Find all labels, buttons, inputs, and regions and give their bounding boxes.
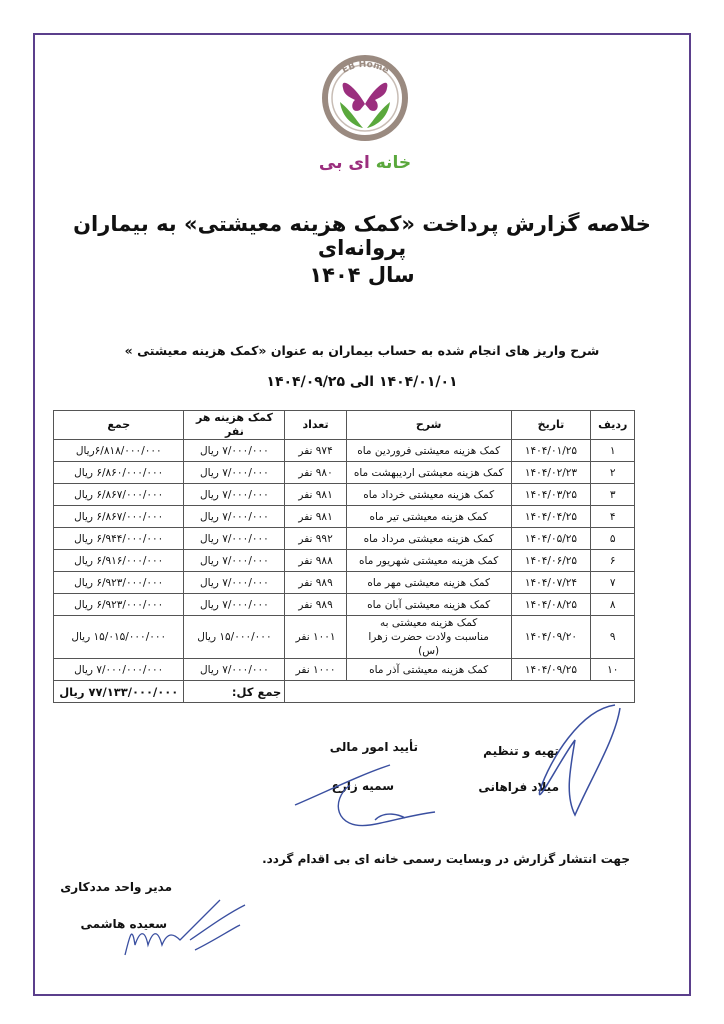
cell-count: ۹۸۸ نفر [285,550,346,572]
cell-count: ۹۸۹ نفر [285,572,346,594]
prepared-by-label: تهیه و تنظیم [483,744,559,758]
subtitle: شرح واریز های انجام شده به حساب بیماران به عنوان «کمک هزینه معیشتی » [124,343,600,358]
cell-description: کمک هزینه معیشتی آذر ماه [346,659,511,681]
table-row [54,462,635,484]
table-row [54,440,635,462]
cell-description: کمک هزینه معیشتی فروردین ماه [346,440,511,462]
cell-description: کمک هزینه معیشتی مهر ماه [346,572,511,594]
svg-text:EB Home: EB Home [340,59,391,77]
cell-sum: ۶/۸۶۰/۰۰۰/۰۰۰ ریال [54,462,184,484]
date-range: ۱۴۰۴/۰۱/۰۱ الی ۱۴۰۴/۰۹/۲۵ [266,374,458,390]
table-row [54,484,635,506]
table-row [54,594,635,616]
cell-count: ۹۹۲ نفر [285,528,346,550]
header-count: تعداد [285,411,346,440]
page-title: خلاصه گزارش پرداخت «کمک هزینه معیشتی» به بیماران پروانه‌ای [73,212,651,260]
cell-count: ۹۸۱ نفر [285,506,346,528]
cell-date: ۱۴۰۴/۰۶/۲۵ [511,550,591,572]
cell-count: ۹۸۰ نفر [285,462,346,484]
cell-description: کمک هزینه معیشتی مرداد ماه [346,528,511,550]
manager-label: مدیر واحد مددکاری [60,880,172,894]
cell-date: ۱۴۰۴/۰۵/۲۵ [511,528,591,550]
cell-row-number: ۹ [591,616,635,659]
cell-sum: ۶/۸۱۸/۰۰۰/۰۰۰ریال [54,440,184,462]
cell-per-person-amount: ۷/۰۰۰/۰۰۰ ریال [184,594,285,616]
cell-row-number: ۷ [591,572,635,594]
cell-row-number: ۳ [591,484,635,506]
cell-row-number: ۲ [591,462,635,484]
cell-description: کمک هزینه معیشتی تیر ماه [346,506,511,528]
cell-date: ۱۴۰۴/۰۸/۲۵ [511,594,591,616]
signature-manager [120,895,250,960]
cell-date: ۱۴۰۴/۰۴/۲۵ [511,506,591,528]
cell-sum: ۶/۸۶۷/۰۰۰/۰۰۰ ریال [54,484,184,506]
total-label: جمع کل: [184,681,285,703]
table-row [54,659,635,681]
cell-row-number: ۴ [591,506,635,528]
table-row [54,572,635,594]
cell-count: ۱۰۰۰ نفر [285,659,346,681]
finance-approval-name: سمیه زارع [331,779,394,793]
cell-date: ۱۴۰۴/۰۹/۲۵ [511,659,591,681]
header-sum: جمع [54,411,184,440]
cell-row-number: ۱ [591,440,635,462]
report-year: سال ۱۴۰۴ [309,263,415,287]
table-row [54,506,635,528]
cell-sum: ۶/۹۲۳/۰۰۰/۰۰۰ ریال [54,572,184,594]
cell-per-person-amount: ۷/۰۰۰/۰۰۰ ریال [184,462,285,484]
cell-per-person-amount: ۷/۰۰۰/۰۰۰ ریال [184,506,285,528]
cell-row-number: ۶ [591,550,635,572]
prepared-by-name: میلاد فراهانی [478,780,559,794]
cell-date: ۱۴۰۴/۰۷/۲۴ [511,572,591,594]
cell-count: ۱۰۰۱ نفر [285,616,346,659]
cell-description: کمک هزینه معیشتی شهریور ماه [346,550,511,572]
cell-description: کمک هزینه معیشتی اردیبهشت ماه [346,462,511,484]
cell-per-person-amount: ۱۵/۰۰۰/۰۰۰ ریال [184,616,285,659]
cell-date: ۱۴۰۴/۰۱/۲۵ [511,440,591,462]
cell-row-number: ۵ [591,528,635,550]
signature-finance [290,760,440,835]
cell-count: ۹۸۹ نفر [285,594,346,616]
cell-date: ۱۴۰۴/۰۹/۲۰ [511,616,591,659]
cell-row-number: ۱۰ [591,659,635,681]
cell-count: ۹۷۴ نفر [285,440,346,462]
eb-home-logo [310,46,420,176]
cell-sum: ۶/۹۲۳/۰۰۰/۰۰۰ ریال [54,594,184,616]
cell-row-number: ۸ [591,594,635,616]
publication-note: جهت انتشار گزارش در وبسایت رسمی خانه ای بی اقدام گردد. [262,852,630,866]
total-value: ۷۷/۱۳۳/۰۰۰/۰۰۰ ریال [54,681,184,703]
cell-description: کمک هزینه معیشتی خرداد ماه [346,484,511,506]
cell-per-person-amount: ۷/۰۰۰/۰۰۰ ریال [184,440,285,462]
cell-description: کمک هزینه معیشتی آبان ماه [346,594,511,616]
cell-description: کمک هزینه معیشتی به مناسبت ولادت حضرت زهرا (س) [346,616,511,659]
table-row [54,528,635,550]
header-row-number: ردیف [591,411,635,440]
payments-table [53,410,635,703]
cell-sum: ۶/۹۴۴/۰۰۰/۰۰۰ ریال [54,528,184,550]
cell-per-person-amount: ۷/۰۰۰/۰۰۰ ریال [184,659,285,681]
cell-per-person-amount: ۷/۰۰۰/۰۰۰ ریال [184,550,285,572]
cell-per-person-amount: ۷/۰۰۰/۰۰۰ ریال [184,572,285,594]
cell-per-person-amount: ۷/۰۰۰/۰۰۰ ریال [184,484,285,506]
finance-approval-label: تأیید امور مالی [329,740,418,754]
table-header-row [54,411,635,440]
cell-count: ۹۸۱ نفر [285,484,346,506]
cell-sum: ۷/۰۰۰/۰۰۰/۰۰۰ ریال [54,659,184,681]
cell-per-person-amount: ۷/۰۰۰/۰۰۰ ریال [184,528,285,550]
table-row [54,550,635,572]
cell-sum: ۱۵/۰۱۵/۰۰۰/۰۰۰ ریال [54,616,184,659]
cell-sum: ۶/۸۶۷/۰۰۰/۰۰۰ ریال [54,506,184,528]
cell-date: ۱۴۰۴/۰۳/۲۵ [511,484,591,506]
cell-date: ۱۴۰۴/۰۲/۲۳ [511,462,591,484]
manager-name: سعیده هاشمی [80,917,167,931]
table-row [54,616,635,659]
header-per-person: کمک هزینه هر نفر [184,411,285,440]
signature-prepared [520,700,630,820]
cell-sum: ۶/۹۱۶/۰۰۰/۰۰۰ ریال [54,550,184,572]
header-date: تاریخ [511,411,591,440]
header-description: شرح [346,411,511,440]
svg-text:خانه ای بی: خانه ای بی [318,153,412,173]
